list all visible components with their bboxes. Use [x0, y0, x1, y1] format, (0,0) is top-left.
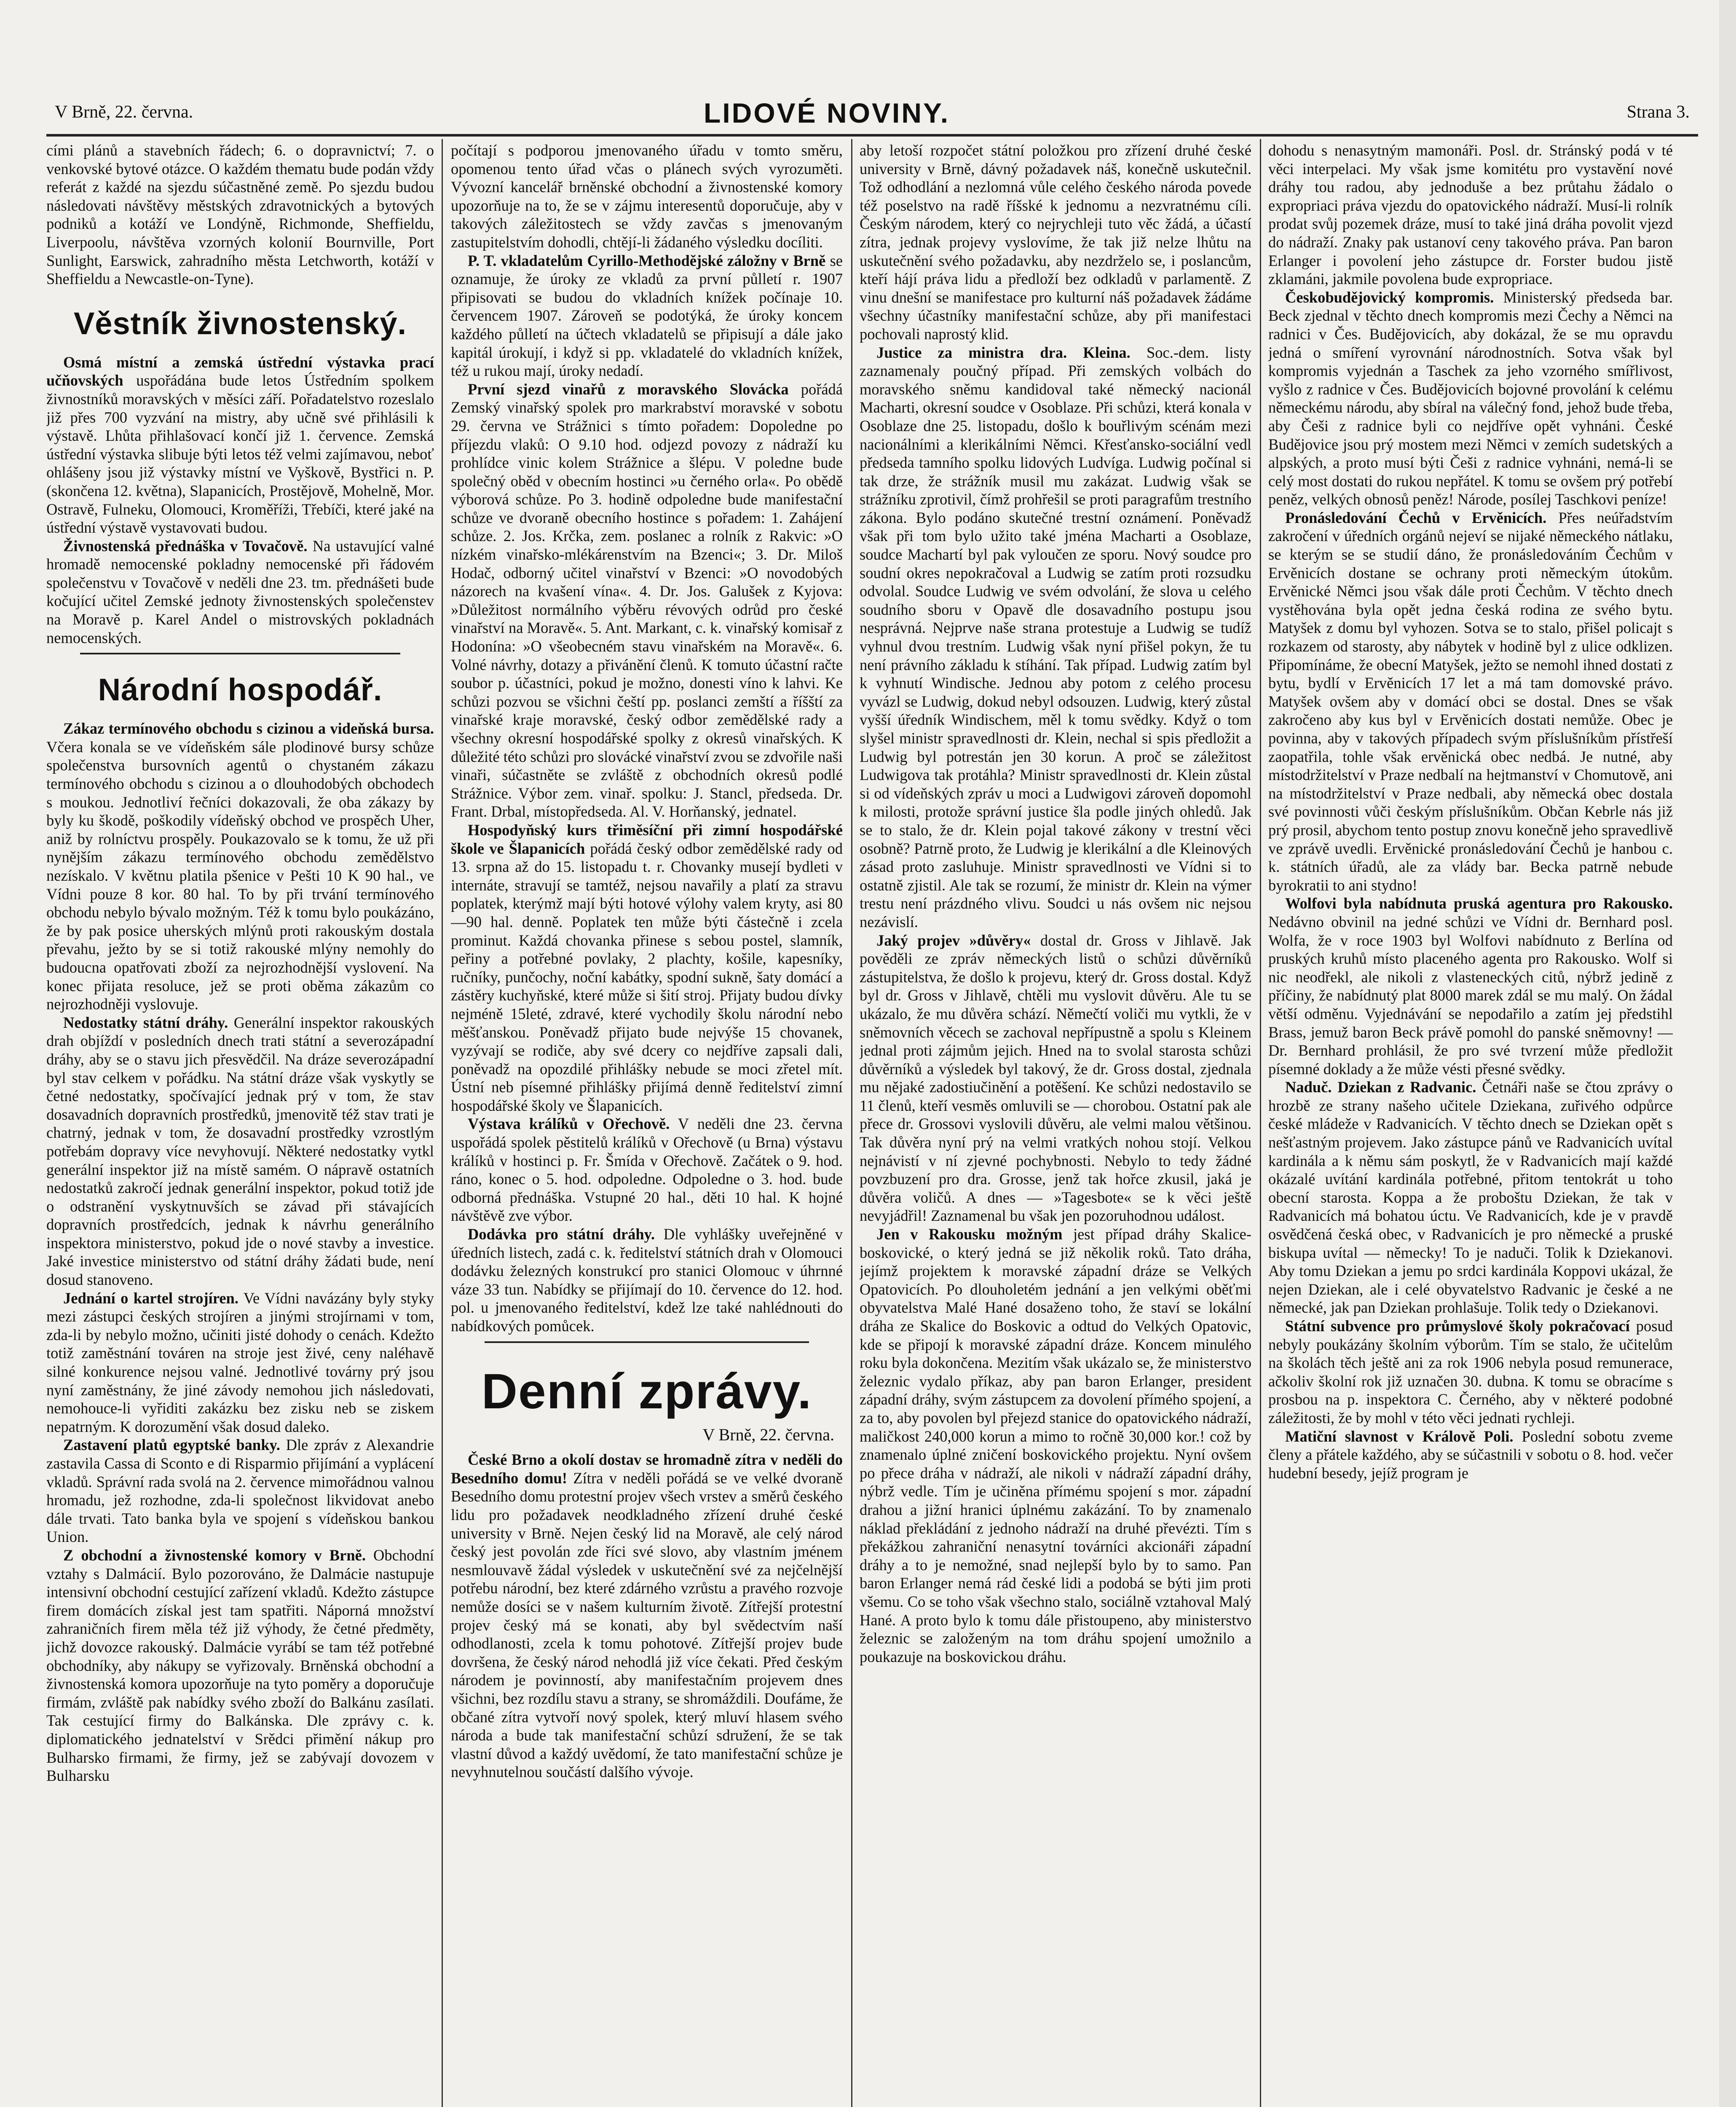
article-paragraph — [46, 353, 434, 537]
article-paragraph — [46, 1289, 434, 1436]
article-paragraph — [1268, 894, 1673, 1078]
article-text: Četnáři naše se čtou zprávy o hrozbě ze strany našeho učitele Dziekana, zuřivého odpůrce české mládeže v Radvanicích. V těchto dnech se Dziekan opět s nešťastným projevem. Jako zástupce pánů ve Radvanicích uvítal kardinála a k němu sám poskytl, že v Radvanicích mají každé okázalé uvítání kardinála potřebné, přitom tentokrát u toho obecní starosta. Koppa a že proboštu Dziekan, že tak v Radvanicích má bohatou úctu. Ve Radvanicích, kde je v pravdě osvědčená česká obec, v Radvanicích je pro německé a pruské biskupa uvítal — německy! To je naduči. Tolik k Dziekanovi. Aby tomu Dziekan a jemu po srdci kardinála Koppovi ukázal, že nejen Dziekan, ale i celé obyvatelstvo Radvanic je české a ne německé, jak pan Dziekan prohlašuje. Tolik tedy o Dziekanovi. — [1268, 1078, 1673, 1316]
article-text: počítají s podporou jmenovaného úřadu v tomto směru, opomenou tento úřad včas o plánech svých vyrozuměti. Vývozní kancelář brněnské obchodní a živnostenské komory upozorňuje na to, že se v zájmu interesentů doporučuje, aby v takových záležitostech se vždy zavčas s jmenovaným zastupitelstvím dohodli, chtějí-li žádaného výsledku docíliti. — [451, 142, 843, 251]
article-paragraph — [860, 931, 1251, 1225]
section-rule — [80, 653, 400, 654]
column-1 — [46, 141, 434, 2107]
column-divider — [442, 139, 443, 2107]
article-text: Soc.-dem. listy zaznamenaly poučný případ. Při zemských volbách do moravského sněmu kandidoval také německý nacionál Macharti, okresní soudce v Osoblaze. Při schůzi, která konala v Osoblaze dne 25. listopadu, došlo k bouřlivým scénám mezi nacionálními a klerikálními Němci. Křesťansko-sociální vedl předseda tamního spolku lidových Ludvíga. Ludwig počínal si tak drze, že strážník musil mu zakázat. Ludwig však se strážníku zprotivil, čímž prohřešil se proti paragrafům trestního zákona. Bylo podáno skutečné trestní oznámení. Poněvadž však při tom bylo užito také jména Macharti a Osoblaze, soudce Machartí byl pak vyloučen ze sporu. Nový soudce pro soudní okres nepokračoval a Ludwig se zatím proti rozsudku odvolal. Soudce Ludwig ve svém odvolání, že slova u celého soudního sboru v Opavě dle dosavadního postupu jsou nesprávná. Nejprve naše strana protestuje a Ludwig se tudíž vyhnul dvou trestním. Ludwig však nyní přišel pokyn, že tu není právního základu k stíhání. Tak případ. Ludwig zatím byl k vyhnutí Windische. Jednou aby potom z celého procesu vyvázl se Ludwig, dokud nebyl odsouzen. Ludwig, který zůstal vyšší úředník Windischem, měl k tomu svědky. Když o tom slyšel ministr spravedlnosti dr. Klein, nechal si spis předložit a Ludwig byl potrestán jen 30 korun. A proč se záležitost Ludwigova tak protáhla? Ministr spravedlnosti dr. Klein zůstal si od vídeňských zpráv u moci a Ludwigovi zároveň dopomohl k milosti, protože správní justice šla podle jiných ohledů. Jak se to stalo, že dr. Klein pojal takové zákony v trestní věci osobně? Patrně proto, že Ludwig je klerikální a dle Kleinových zásad proto zasluhuje. Ministr spravedlnosti ve Vídni si to ostatně zjistil. Ale tak se rozumí, že ministr dr. Klein na výmer trestu není prázdného vlivu. Soudci u nás ovšem nic nejsou nezávislí. — [860, 343, 1251, 930]
article-paragraph — [451, 380, 843, 821]
article-text: se oznamuje, že úroky ze vkladů za první půlletí r. 1907 připisovati se budou do vkladních knížek počínaje 10. červencem 1907. Zároveň se podotýká, že úroky koncem každého půlletí na účtech vkladatelů se připisují a dále jako kapitál úrokují, i když si pp. vkladatelé do vkladních knížek, též u rukou mají, úroky nedadí. — [451, 252, 843, 380]
article-lead: Naduč. Dziekan z Radvanic. — [1285, 1078, 1476, 1096]
article-text: dostal dr. Gross v Jihlavě. Jak pověděli ze zpráv německých listů o schůzi důvěrníků zástupitelstva, že došlo k projevu, který dr. Gross dostal. Když byl dr. Gross v Jihlavě, chtěli mu vyslovit důvěru. Ale tu se ukázalo, že mu důvěra schází. Němečtí voliči mu vytkli, že v sněmovních věcech se zachoval nepřípustně a spolu s Kleinem jednal proti zájmům jejich. Hned na to svolal starosta schůzi důvěrníků a výsledek byl takový, že dr. Gross dostal, zjednala mu nějaké zadostiučinění a potěšení. Ke schůzi nedostavilo se 11 členů, kteří vesměs omluvili se — chorobou. Ostatní pak ale přece dr. Grossovi vyslovili důvěru, ale velmi malou většinou. Tak důvěra nyní prý na velmi vratkých nohou stojí. Velkou nejnávistí v ní zjevné pochybnosti. Nebylo to tedy žádné povzbuzení pro dra. Grosse, jenž tak hořce zkusil, jaká je důvěra voličů. A dnes — »Tagesbote« se k věci ještě nevyjádřil! Zaznamenal bu však jen pozoruhodnou událost. — [860, 931, 1251, 1225]
article-lead: Osmá místní a zemská ústřední výstavka prací učňovských — [46, 353, 434, 389]
column-divider — [851, 139, 852, 2107]
article-paragraph — [451, 1225, 843, 1335]
article-lead: Nedostatky státní dráhy. — [63, 1013, 228, 1031]
article-lead: Pronásledování Čechů v Ervěnicích. — [1285, 509, 1547, 526]
article-lead: Zastavení platů egyptské banky. — [63, 1436, 280, 1454]
masthead-title: LIDOVÉ NOVINY. — [704, 97, 950, 129]
article-text: Ministerský předseda bar. Beck zjednal v těchto dnech kompromis mezi Čechy a Němci na radnici v Čes. Budějovicích, aby dokázal, že se mu opravdu jedná o smíření vyrovnání národnostních. Sotva však byl kompromis vyjednán a Taschek za jeho vzorného smířlivost, vyšlo z radnice v Čes. Budějovicích bojovné provolání k celému německému národu, aby sbíral na válečný fond, jehož bude třeba, aby Češi z radnice byli co nejdříve opět vyhnáni. České Budějovice jsou prý mostem mezi Němci v zemích sudetských a alpských, a proto musí býti Češi z radnice vyhnáni, nemá-li se celý most dostati do rukou nepřátel. K tomu se ovšem prý potřebí peněz, velkých obnosů peněz! Národe, posílej Taschkovi peníze! — [1268, 288, 1673, 508]
article-paragraph — [1268, 509, 1673, 894]
article-paragraph — [1268, 1317, 1673, 1427]
article-paragraph — [1268, 288, 1673, 509]
article-lead: Z obchodní a živnostenské komory v Brně. — [63, 1546, 366, 1564]
article-text: uspořádána bude letos Ústředním spolkem živnostníků moravských v měsíci září. Pořadatelstvo rozeslalo již přes 700 vyzvání na mistry, aby učně své přihlásili k výstavě. Lhůta přihlašovací končí již 1. července. Zemská ústřední výstavka slibuje býti letos též velmi zajímavou, neboť ohlášeny jsou již výstavky místní ve Vyškově, Bystřici n. P. (skončena 12. května), Slapanicích, Prostějově, Mohelně, Mor. Ostravě, Fulneku, Olomouci, Kroměříži, Třebíči, které jaké na ústřední výstavě vystavovati budou. — [46, 372, 434, 536]
article-text: posud nebyly poukázány školním výborům. Tím se stalo, že učitelům na školách těch ještě ani za rok 1906 nebyla posud remunerace, ačkoliv školní rok již uznačen 30. dubna. K tomu se obracíme s prosbou na p. inspektora C. Černého, aby v některé podobné záležitosti, že by mohl v této věci jednati rychleji. — [1268, 1317, 1673, 1426]
article-text: Nedávno obvinil na jedné schůzi ve Vídni dr. Bernhard posl. Wolfa, že v roce 1903 byl Wolfovi nabídnuto z Berlína od pruských kruhů místo placeného agenta pro Rakousko. Wolf si nic neodřekl, ale nikoli z vlasteneckých citů, nýbrž jedině z příčiny, že nabídnutý plat 8000 marek zdál se mu malý. On žádal větší odměnu. Vyjednávání se nepodařilo a zatím jej předstihl Brass, jemuž baron Beck právě pomohl do panské sněmovny! — Dr. Bernhard prohlásil, že pro své tvrzení může předložit písemné doklady a že může vésti přesné svědky. — [1268, 913, 1673, 1078]
article-lead: Státní subvence pro průmyslové školy pokračovací — [1285, 1317, 1630, 1335]
article-lead: Justice za ministra dra. Kleina. — [876, 343, 1131, 361]
article-text: dohodu s nenasytným mamonáři. Posl. dr. Stránský podá v té věci interpelaci. My však jsme komitétu pro vystavění nové dráhy tou radou, aby jednoduše a bez průtahu žádalo o expropriaci práva vjezdu do opatovického nádraží. Musí-li rolník prodat svůj pozemek dráze, musí to také jiná dráha povolit vjezd do nádraží. Znaky pak ustanoví ceny takového práva. Pan baron Erlanger i povolení jeho zástupce dr. Forster budou jistě zklamáni, jakmile povolena bude expropriace. — [1268, 142, 1673, 288]
article-paragraph — [46, 537, 434, 647]
article-paragraph — [46, 1546, 434, 1785]
article-paragraph — [451, 821, 843, 1115]
article-lead: České Brno a okolí dostav se hromadně zítra v neděli do Besedního domu! — [451, 1451, 843, 1487]
article-text: Ve Vídni navázány byly styky mezi zástupci českých strojíren a jinými strojírnami v tom, zda-li by nebylo možno, učiniti jisté dohody o cenách. Kdežto totiž zaměstnání továren na stroje jest živé, ceny naléhavě silné konkurence nejsou valné. Jednotlivé továrny prý jsou nyní zaměstnány, že jiné závody nemohou jich následovati, nemohouce-li vyřiditi zakázku bez zisku neb se ziskem nepatrným. K dorozumění však dosud daleko. — [46, 1289, 434, 1435]
article-lead: Českobudějovický kompromis. — [1285, 288, 1494, 306]
article-lead: Výstava králíků v Ořechově. — [468, 1115, 670, 1133]
article-lead: Wolfovi byla nabídnuta pruská agentura pro Rakousko. — [1285, 895, 1673, 912]
article-text: pořádá Zemský vinařský spolek pro markrabství moravské v sobotu 29. června ve Strážnici s tímto pořadem: Dopoledne po příjezdu vlaků: O 9.10 hod. odjezd povozy z nádraží ku prohlídce vinic kolem Strážnice a šlépu. V poledne bude společný oběd v obecním hostinci »u černého orla«. Po obědě výborová schůze. Po 3. hodině odpoledne bude manifestační schůze ve dvoraně obecního hostince s pořadem: 1. Zahájení schůze. 2. Jos. Krčka, zem. poslanec a rolník z Rakvic: »O nízkém vinařsko-mlékárenstvím na Bzenci«; 3. Dr. Miloš Hodač, odborný učitel vinařství v Bzenci: »O novodobých názorech na kvašení vína«. 4. Dr. Jos. Galušek z Kyjova: »Důležitost normálního výběru révových odrůd pro české vinařství na Moravě«. 5. Ant. Markant, c. k. vinařský komisař z Hodonína: »O všeobecném stavu vinařském na Moravě«. 6. Volné návrhy, dotazy a přivánění členů. K tomuto účastní račte soubor p. účastníci, pokud je možno, donesti víno k lahvi. Ke schůzi pozvou se všichni čeští pp. poslanci zemští a říšští za vinařské kraje moravské, český odbor zemědělské rady a všechny okresní hospodářské spolky z okresů vinařských. K důležité této schůzi pro slovácké vinařství zvou se zdvořile naši vinaři, súčastněte se zvláště z obchodních okresů podlé Strážnice. Výbor zem. vinař. spolku: J. Stancl, předseda. Dr. Frant. Drbal, místopředseda. Al. V. Horňanský, jednatel. — [451, 380, 843, 820]
column-3 — [860, 141, 1251, 2107]
section-heading-narodni-hospodar: Národní hospodář. — [98, 672, 383, 708]
article-text: Poslední sobotu zveme členy a přátele každého, aby se súčastnili v sobotu o 8. hod. večer hudební besedy, jejíž program je — [1268, 1427, 1673, 1482]
article-lead: Jednání o kartel strojíren. — [63, 1289, 238, 1307]
article-paragraph — [1268, 141, 1673, 288]
article-text: Obchodní vztahy s Dalmácií. Bylo pozorováno, že Dalmácie nastupuje intensivní obchodní cestující zařízení vkladů. Kdežto zástupce firem domácích získal jest tam spatřiti. Náporná množství zahraničních firem měla též již výhody, že četné předměty, jichž dovozce rakouský. Dalmácie vyrábí se tam též potřebné obchodníky, aby nákupy se vyřizovaly. Brněnská obchodní a živnostenská komora upozorňuje na tyto poměry a doporučuje firmám, zvláště pak nabídky svého zboží do Balkánu zasílati. Tak cestující firmy do Balkánska. Dle zprávy c. k. diplomatického jednatelství v Srědci přimění nákup pro Bulharsko firmami, že firmy, jež se zabývají dovozem v Bulharsku — [46, 1546, 434, 1785]
article-paragraph — [860, 343, 1251, 931]
article-paragraph — [451, 1450, 843, 1781]
article-text: Generální inspektor rakouských drah objíždí v posledních dnech trati státní a severozápadní dráhy, aby se o stavu jich přesvědčil. Na dráze severozápadní byl stav celkem v pořádku. Na státní dráze však vyskytly se četné nedostatky, spočívající jednak prý v tom, že stav dosavadních dopravních prostředků, jmenovitě též stav trati je chatrný, jednak v tom, že dosavadní prostředky vzrostlým potřebám dopravy více nevyhovují. Některé nedostatky vytkl generální inspektor již na místě samém. O nápravě ostatních nedostatků zakročí jednak generální inspektor, pokud totiž jde o odstranění vyskytnuvších se závad při stávajících dopravních prostředcích, jednak k návrhu generálního inspektora ministerstvo, pokud jde o nové stavby a investice. Jaké investice ministerstvo od státní dráhy žádati bude, není dosud stanoveno. — [46, 1013, 434, 1289]
article-paragraph — [451, 141, 843, 252]
article-text: Včera konala se ve vídeňském sále plodinové bursy schůze společenstva bursovních agentů o chystaném zákazu termínového obchodu s cizinou a o dlouhodobých obchodech s moukou. Jednotliví řečníci dokazovali, že oba zákazy by byly ku škodě, poškodily vídeňský obchod ve prospěch Uher, aniž by rolníctvu prospěly. Poukazovalo se k tomu, že už při nynějším zákazu termínového obchodu zemědělstvo nezískalo. V květnu platila pšenice v Pešti 10 K 90 hal., ve Vídni pouze 8 kor. 80 hal. To by při trvání termínového obchodu nebylo bývalo možným. Též k tomu bylo poukázáno, že by pak posice uherských mlýnů proti rakouským dostala převahu, ježto by se si totiž rakouské mlýny nemohly do budoucna opatřovati zboží za nejrozhodnější vyslovení. Na konec přijata resoluce, jež se proti oběma zákazům co nejrozhodněji vyslovuje. — [46, 738, 434, 1013]
article-lead: Živnostenská přednáška v Tovačově. — [63, 537, 308, 555]
article-paragraph — [860, 141, 1251, 343]
header-page-number: Strana 3. — [1626, 102, 1690, 122]
article-lead: Jaký projev »důvěry« — [876, 931, 1031, 949]
article-text: aby letoší rozpočet státní položkou pro zřízení druhé české university v Brně, dávný požadavek náš, konečně uskutečnil. Tož odhodlání a nezlomná vůle celého českého národa povede též poselstvo na radě říšské k jednomu a nezvratnému cíli. Českým národem, který co nejrychleji tuto věc žádá, a účastí zítra, jednak projevy vyslovíme, že tak již nelze lhůtu na uskutečnění svého požadavku, aby nezdrželo se, i poslancům, kteří hájí práva lidu a předloží bez odkladů v parlamentě. Z vinu dnešní se manifestace pro kulturní náš požadavek žádáme všechny účastníky manifestační schůze, aby při manifestaci pochovali naprostý klid. — [860, 142, 1251, 343]
column-divider — [1260, 139, 1261, 2107]
article-text: V neděli dne 23. června uspořádá spolek pěstitelů králíků v Ořechově (u Brna) výstavu králíků v hostinci p. Fr. Šmída v Ořechově. Začátek o 9. hod. ráno, konec o 5. hod. odpoledne. Odpoledne o 3. hod. bude odborná přednáška. Vstupné 20 hal., děti 10 hal. K hojné návštěvě zve výbor. — [451, 1115, 843, 1225]
scan-edge-shadow — [1719, 0, 1736, 2107]
section-heading-denni-zpravy: Denní zprávy. — [481, 1363, 812, 1419]
article-lead: P. T. vkladatelům Cyrillo-Methodějské záložny v Brně — [468, 252, 826, 269]
article-lead: Zákaz termínového obchodu s cizinou a videňská bursa. — [63, 720, 434, 737]
article-text: Na ustavující valné hromadě nemocenské pokladny nemocenské při řádovém společenstvu v Tovačově v neděli dne 23. tm. přednášeti bude kočující učitel Zemské jednoty živnostenských společenstev na Moravě p. Karel Andel o mistrovských pokladnách nemocenských. — [46, 537, 434, 646]
article-paragraph: cími plánů a stavebních řádech; 6. o dopravnictví; 7. o venkovské bytové otázce. O každém thematu bude podán vždy referát z každé na sjezdu súčastněné země. Po sjezdu budou následovati návštěvy městských zdravotnických a bytových podniků a kotáží ve Londýně, Richmonde, Sheffieldu, Liverpoolu, návštěva vzorných kolonií Bournville, Port Sunlight, Earswick, zahradního města Letchworth, kotáží v Sheffieldu a Newcastle-on-Tyne). — [46, 142, 434, 288]
header-date: V Brně, 22. června. — [55, 102, 193, 122]
article-paragraph — [451, 252, 843, 380]
article-text: jest případ dráhy Skalice-boskovické, o který jedná se již několik roků. Tato dráha, jejímž projektem k moravské západní dráze se Velkých Opatovicích. Po dlouholetém jednání a jen velkými oběťmi obyvatelstva Malé Hané dosaženo toho, že staví se lokální dráha ze Skalice do Boskovic a odtud do Velkých Opatovic, kde se připojí k moravské západní dráze. Koncem minulého roku byla dokončena. Mezitím však ukázalo se, že ministerstvo železnic vydalo příkaz, aby pan baron Erlanger, president západní dráhy, svým zástupcem za dovolení přímého spojení, a za to, aby povolen byl přejezd stanice do opatovického nádraží, maličkost 240,000 korun a mimo to ročně 30,000 kor.! což by znamenalo úplné zničení boskovického projektu. Nyní ovšem po přece dráha v nádraží, ale nikoli v nádraží západní dráhy, nýbrž vedle. Tím je učiněna přímému spojení s mor. západní drahou a jižní hranici úplnému zakázání. To by znamenalo náklad překládání z jednoho nádraží na druhé převézti. Tím s překážkou zahraniční nenasytní továrníci akcionáři západní dráhy a to je nemožné, snad nejlepší bylo by to samo. Pan baron Erlanger nemá rád české lidi a podobá se býti jim proti všemu. Co se toho však všechno stalo, sociálně vztahoval Malý Hané. A proto bylo k tomu dále přistoupeno, aby ministerstvo železnic se založeným na tom dráhu spojení umožnilo a poukazuje na boskovickou dráhu. — [860, 1225, 1251, 1665]
article-text: Zítra v neděli pořádá se ve velké dvoraně Besedního domu protestní projev všech vrstev a směrů českého lidu pro požadavek neodkladného zřízení druhé české university v Brně. Nejen český lid na Moravě, ale celý národ český jest povolán zde říci své slovo, aby vlastním jménem nesmlouvavě žádal výsledek v uskutečnění své za nejčelnější potřebu národní, bez které zdárného vzrůstu a pravého rozvoje nemůže dosíci se v našem kulturním životě. Zítřejší protestní projev český má se konati, aby byl svědectvím naší odhodlanosti, zcela k tomu pohotové. Zítřejší projev bude dovršena, že český národ nehodlá již více čekati. Před českým národem je povinností, aby manifestačním projevem dnes všichni, bez rozdílu stavu a strany, se shromáždili. Doufáme, že občané zítra vytvoří nový spolek, který mluví hlasem svého národa a bude tak manifestační schůzí sdružení, že se tak vlastní důvod a každý uvědomí, že tato manifestační schůze je nevyhnutelnou součástí dalšího vývoje. — [451, 1469, 843, 1781]
header-rule — [46, 134, 1698, 137]
article-text: Dle vyhlášky uveřejněné v úředních listech, zadá c. k. ředitelství státních drah v Olomouci dodávku železných konstrukcí pro stanici Olomouc v úhrnné váze 33 tun. Nabídky se přijímají do 10. července do 12. hod. pol. u jmenovaného ředitelství, kdež lze také nahlédnouti do nabídkových pomůcek. — [451, 1225, 843, 1335]
article-text: pořádá český odbor zemědělské rady od 13. srpna až do 15. listopadu t. r. Chovanky musejí bydleti v internáte, stravují se tamtéž, nejsou navařily a platí za stravu poplatek, kterýmž mají býti hotové výlohy valem kryty, asi 80—90 hal. denně. Poplatek ten může býti částečně i zcela prominut. Každá chovanka přinese s sebou postel, slamník, peřiny a potřebné povlaky, 2 plachty, košile, kapesníky, ručníky, punčochy, noční kabátky, spodní sukně, šaty domácí a zástěry kuchyňské, které může si šití stroj. Přijaty budou dívky nejméně 15leté, zdravé, které vychodily školu národní nebo měšťanskou. Poněvadž přijato bude nejvýše 15 chovanek, vyzývají se rodiče, aby své dcery co nejdříve zapsali dali, poněvadž na opozdilé přihlášky nebude se moci zřetel mít. Ústní neb písemné přihlášky přijímá denně ředitelství zimní hospodářské školy ve Šlapanicích. — [451, 839, 843, 1114]
section-rule — [485, 1341, 809, 1343]
article-paragraph — [451, 1115, 843, 1225]
article-paragraph — [1268, 1427, 1673, 1482]
dateline: V Brně, 22. června. — [702, 1425, 834, 1444]
article-paragraph — [860, 1225, 1251, 1666]
article-paragraph — [46, 1013, 434, 1289]
article-lead: Dodávka pro státní dráhy. — [468, 1225, 655, 1243]
article-lead: Hospodyňský kurs třiměsíční při zimní hospodářské škole ve Šlapanicích — [451, 821, 843, 857]
article-text: Dle zpráv z Alexandrie zastavila Cassa di Sconto e di Risparmio přijímání a vyplácení vkladů. Správní rada svolá na 2. července mimořádnou valnou hromadu, jež rozhodne, zda-li společnost likvidovat anebo dále trvati. Tato banka byla ve spojení s vídeňskou bankou Union. — [46, 1436, 434, 1546]
article-paragraph — [1268, 1078, 1673, 1317]
article-lead: Jen v Rakousku možným — [876, 1225, 1063, 1243]
article-paragraph — [46, 1436, 434, 1546]
article-paragraph — [46, 719, 434, 1013]
section-heading-vestnik: Věstník živnostenský. — [73, 306, 407, 341]
column-2 — [451, 141, 843, 2107]
article-text: Přes neúřadstvím zakročení v úředních orgánů nejeví se nijaké německého nátlaku, se kterým se se studií dáno, že pronásledováním Čechům v Ervěnicích dostane se ochrany proti německým útokům. Ervěnické Němci jsou však dále proti Čechům. V těchto dnech vystěhována byla opět jedna česká rodina ze svého bytu. Matyšek z domu byl vyhozen. Sotva se to stalo, přišel policajt s rozkazem od starosty, aby nábytek v hodině byl z ulice odklizen. Připomínáme, že obecní Matyšek, ježto se nemohl ihned dostati z bytu, bydlí v Ervěnicích 17 let a má tam domovské právo. Matyšek ovšem aby v domácí obci se dostal. Dnes se však zakročeno aby kus byl v Ervěnicích dostati nemůže. Obec je povinna, aby v takových případech svým příslušníkům přístřeší zaopatřila, tohle však ervěnická obec nedbá. Je nutné, aby místodržitelství v Praze nedbalí na hejtmanství v Chomutově, ani na místodržitelství v Praze nedbali, aby německá obec dostala své povinnosti vůči českým příslušníkům. Občan Kebrle nás již prý prosil, abychom tento postup znovu konečně jeho spravedlivě ve zprávě uvedli. Ervěnické pronásledování Čechů je hanbou c. k. státních úřadů, ale za vlády bar. Becka patrně nebude byrokratii to ani stydno! — [1268, 509, 1673, 894]
article-lead: První sjezd vinařů z moravského Slovácka — [468, 380, 789, 398]
column-4 — [1268, 141, 1673, 2107]
article-lead: Matiční slavnost v Králově Poli. — [1285, 1427, 1514, 1445]
